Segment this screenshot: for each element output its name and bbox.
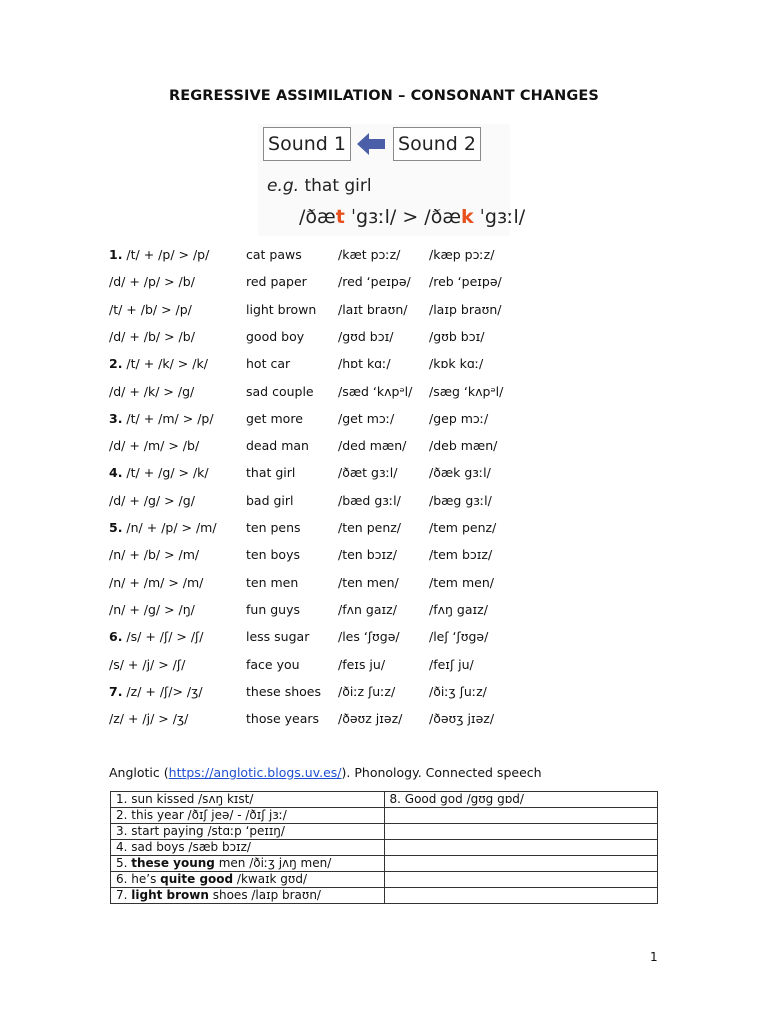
rule-number: 3. xyxy=(109,410,123,426)
rule-after: /gep mɔː/ xyxy=(429,410,489,426)
rule-before: /gʊd bɔɪ/ xyxy=(338,328,394,344)
rule-example: bad girl xyxy=(246,492,294,508)
rule-formula xyxy=(109,657,185,672)
rule-formula xyxy=(109,711,188,726)
page-title: REGRESSIVE ASSIMILATION – CONSONANT CHANGES xyxy=(169,88,599,104)
rule-text: /t/ + /k/ > /k/ xyxy=(122,356,208,372)
table-row xyxy=(111,792,658,808)
rule-after: /tem men/ xyxy=(429,574,494,590)
source-suffix: ). Phonology. Connected speech xyxy=(341,765,542,780)
exercise-text: 6. he’s xyxy=(116,872,161,886)
rule-example: sad couple xyxy=(246,383,314,399)
rule-number: 1. xyxy=(109,247,123,262)
rule-before: /kæt pɔːz/ xyxy=(338,247,401,262)
rule-text: /n/ + /p/ > /m/ xyxy=(122,520,217,535)
rule-example: cat paws xyxy=(246,247,302,262)
rule-text: /n/ + /b/ > /m/ xyxy=(109,547,200,563)
rule-number: 5. xyxy=(109,520,123,535)
rule-text: /z/ + /ʃ/> /ʒ/ xyxy=(122,683,203,699)
ipa-part: ˈgɜːl/ > /ðæ xyxy=(344,206,461,228)
rule-text: /t/ + /p/ > /p/ xyxy=(122,247,210,262)
rule-formula xyxy=(109,329,195,344)
exercise-text: shoes /laɪp braʊn/ xyxy=(208,888,321,902)
rule-after: /laɪp braʊn/ xyxy=(429,301,502,317)
exercise-text: 2. this year /ðɪʃ jeə/ - /ðɪʃ jɜː/ xyxy=(116,808,287,822)
ipa-highlight-k: k xyxy=(460,206,474,228)
rule-number: 4. xyxy=(109,465,123,481)
rule-text: /t/ + /m/ > /p/ xyxy=(122,410,214,426)
rule-after: /deb mæn/ xyxy=(429,438,498,454)
eg-text: that girl xyxy=(299,176,372,196)
table-row xyxy=(111,888,658,904)
rule-example: hot car xyxy=(246,356,291,372)
rule-formula xyxy=(109,629,203,644)
source-link[interactable]: https://anglotic.blogs.uv.es/ xyxy=(168,765,342,780)
rule-after: /ðæk gɜːl/ xyxy=(429,465,491,481)
rule-text: /s/ + /ʃ/ > /ʃ/ xyxy=(122,629,204,645)
left-arrow-icon xyxy=(357,133,385,155)
rule-before: /ðəʊz jɪəz/ xyxy=(338,711,403,727)
rule-formula xyxy=(109,274,195,289)
rule-after: /tem penz/ xyxy=(429,520,497,535)
assimilation-figure xyxy=(258,124,526,236)
rule-text: /d/ + /m/ > /b/ xyxy=(109,438,200,454)
rule-formula xyxy=(109,575,203,590)
page-number: 1 xyxy=(650,950,658,964)
table-row xyxy=(111,840,658,856)
rule-formula xyxy=(109,438,199,453)
rule-formula xyxy=(109,547,199,562)
rule-example: ten pens xyxy=(246,520,301,535)
rule-example: less sugar xyxy=(246,629,310,645)
rule-example: these shoes xyxy=(246,683,321,699)
rule-text: /d/ + /b/ > /b/ xyxy=(109,328,195,344)
exercise-bold: quite good xyxy=(160,872,234,886)
rule-text: /z/ + /j/ > /ʒ/ xyxy=(109,711,189,727)
exercise-cell xyxy=(384,808,658,824)
rule-formula xyxy=(109,520,217,535)
rule-before: /feɪs ju/ xyxy=(338,656,386,672)
rule-text: /n/ + /g/ > /ŋ/ xyxy=(109,601,195,617)
rule-before: /sæd ‘kʌpᵊl/ xyxy=(338,383,413,399)
rule-formula xyxy=(109,384,194,399)
rule-formula xyxy=(109,602,195,617)
rule-text: /d/ + /g/ > /g/ xyxy=(109,492,195,508)
rule-formula xyxy=(109,493,195,508)
exercise-text: 7. xyxy=(116,888,132,902)
rule-before: /get mɔː/ xyxy=(338,410,395,426)
rule-text: /d/ + /k/ > /g/ xyxy=(109,383,195,399)
rule-example: red paper xyxy=(246,274,307,290)
exercise-text: men /ðiːʒ jʌŋ men/ xyxy=(214,856,332,870)
rule-before: /ten penz/ xyxy=(338,520,402,535)
exercise-text: 5. xyxy=(116,856,132,870)
rule-after: /fʌŋ gaɪz/ xyxy=(429,601,488,617)
rule-after: /bæg gɜːl/ xyxy=(429,492,492,508)
table-row xyxy=(111,808,658,824)
exercise-cell xyxy=(111,856,385,872)
exercise-cell xyxy=(384,856,658,872)
table-row xyxy=(111,872,658,888)
rule-formula xyxy=(109,302,192,317)
rule-before: /ðæt gɜːl/ xyxy=(338,465,398,481)
rule-formula xyxy=(109,411,214,426)
rule-before: /ten men/ xyxy=(338,574,399,590)
rule-example: fun guys xyxy=(246,601,300,617)
rule-example: that girl xyxy=(246,465,296,481)
rule-example: light brown xyxy=(246,301,317,317)
rule-after: /tem bɔɪz/ xyxy=(429,547,493,563)
rule-example: dead man xyxy=(246,438,309,454)
rule-text: /n/ + /m/ > /m/ xyxy=(109,574,204,590)
ipa-part: ˈgɜːl/ xyxy=(473,206,526,228)
exercise-cell xyxy=(384,824,658,840)
exercise-cell: 8. Good god /gʊg gɒd/ xyxy=(384,792,658,808)
rule-example: face you xyxy=(246,656,300,672)
rule-before: /ten bɔɪz/ xyxy=(338,547,397,563)
sound-2-box: Sound 2 xyxy=(393,127,481,161)
rule-before: /bæd gɜːl/ xyxy=(338,492,401,508)
rule-example: those years xyxy=(246,711,320,727)
rule-text: /t/ + /b/ > /p/ xyxy=(109,301,192,317)
rule-before: /fʌn gaɪz/ xyxy=(338,601,397,617)
table-row xyxy=(111,824,658,840)
rule-before: /ðiːz ʃuːz/ xyxy=(338,683,396,699)
exercise-cell xyxy=(111,840,385,856)
rule-formula xyxy=(109,684,203,699)
exercise-cell xyxy=(384,872,658,888)
exercise-cell xyxy=(111,792,385,808)
ipa-part: /ðæ xyxy=(299,206,336,228)
rule-example: get more xyxy=(246,410,303,426)
table-row xyxy=(111,856,658,872)
exercise-bold: these young xyxy=(131,856,215,870)
rule-after: /kæp pɔːz/ xyxy=(429,247,495,262)
exercise-bold: light brown xyxy=(131,888,209,902)
rule-before: /les ‘ʃʊgə/ xyxy=(338,629,400,645)
exercise-text: 3. start paying /stɑːp ‘peɪɪŋ/ xyxy=(116,824,285,838)
sound-1-box: Sound 1 xyxy=(263,127,351,161)
rule-text: /t/ + /g/ > /k/ xyxy=(122,465,209,481)
ipa-highlight-t: t xyxy=(335,206,345,228)
rule-after: /feɪʃ ju/ xyxy=(429,656,474,672)
rule-after: /ðəʊʒ jɪəz/ xyxy=(429,711,495,727)
rule-example: good boy xyxy=(246,328,305,344)
exercise-text: 1. sun kissed /sʌŋ kɪst/ xyxy=(116,792,254,806)
exercise-text: 4. sad boys /sæb bɔɪz/ xyxy=(116,840,251,854)
exercise-cell xyxy=(111,824,385,840)
rule-example: ten boys xyxy=(246,547,300,563)
rule-text: /s/ + /j/ > /ʃ/ xyxy=(109,656,186,672)
example-ipa xyxy=(299,206,525,228)
rule-after: /kɒk kɑː/ xyxy=(429,356,484,372)
rule-number: 2. xyxy=(109,356,123,372)
rule-after: /reb ‘peɪpə/ xyxy=(429,274,502,290)
rule-after: /gʊb bɔɪ/ xyxy=(429,328,485,344)
exercise-cell xyxy=(384,840,658,856)
source-prefix: Anglotic ( xyxy=(109,765,169,780)
exercise-cell xyxy=(111,888,385,904)
rule-formula xyxy=(109,356,208,371)
exercise-cell xyxy=(384,888,658,904)
exercise-cell xyxy=(111,872,385,888)
rule-after: /leʃ ‘ʃʊgə/ xyxy=(429,629,489,645)
rule-number: 7. xyxy=(109,683,123,699)
source-line xyxy=(109,765,542,780)
rule-before: /hɒt kɑː/ xyxy=(338,356,391,372)
eg-label: e.g. xyxy=(267,176,300,196)
exercise-cell xyxy=(111,808,385,824)
rule-after: /sæg ‘kʌpᵊl/ xyxy=(429,383,504,399)
rule-formula xyxy=(109,465,209,480)
rule-text: /d/ + /p/ > /b/ xyxy=(109,274,195,290)
rule-formula xyxy=(109,247,209,262)
rule-number: 6. xyxy=(109,629,123,645)
rule-after: /ðiːʒ ʃuːz/ xyxy=(429,683,487,699)
rule-before: /red ‘peɪpə/ xyxy=(338,274,411,290)
example-caption xyxy=(267,176,372,196)
rule-example: ten men xyxy=(246,574,299,590)
exercise-text: /kwaɪk gʊd/ xyxy=(233,872,307,886)
rule-before: /laɪt braʊn/ xyxy=(338,301,408,317)
rule-before: /ded mæn/ xyxy=(338,438,407,454)
exercise-table xyxy=(110,791,658,904)
